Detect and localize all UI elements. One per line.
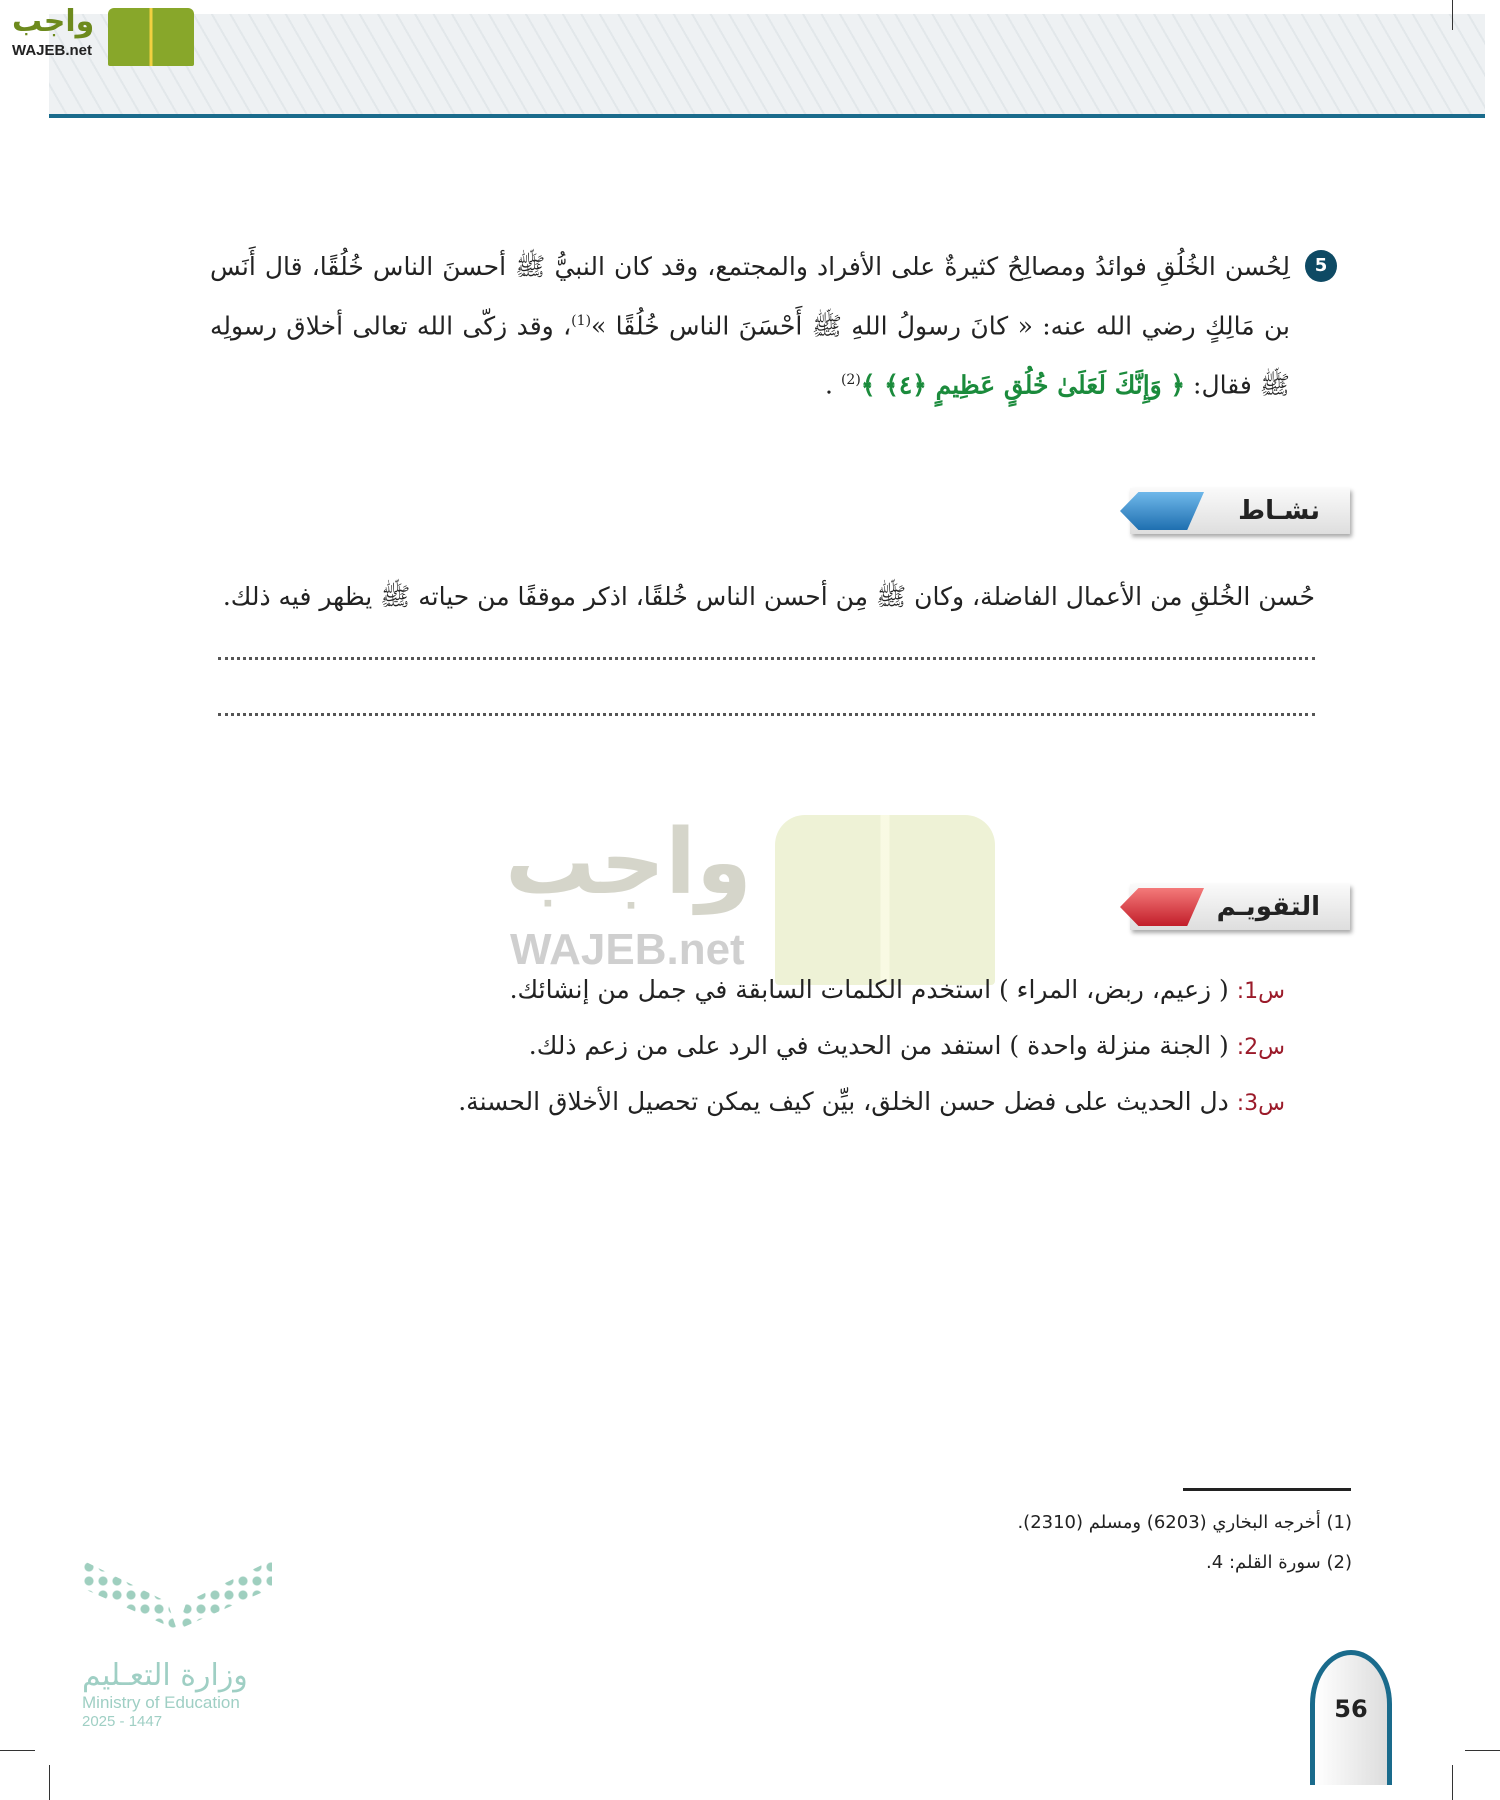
- wajeb-watermark: [505, 810, 1005, 990]
- ministry-of-education-logo: [82, 1560, 272, 1730]
- crop-mark: [0, 1750, 35, 1751]
- footnote-ref-1[interactable]: (1): [571, 313, 592, 329]
- logo-arabic: واجب: [12, 4, 95, 39]
- red-arrow-icon: [1120, 888, 1204, 926]
- activity-title: نشـاط: [1238, 496, 1320, 526]
- page-number-tab: [1310, 1650, 1392, 1785]
- page-number: 56: [1334, 1695, 1368, 1723]
- answer-line-1[interactable]: [218, 657, 1315, 660]
- evaluation-title: التقويـم: [1216, 892, 1320, 922]
- ministry-arabic: وزارة التعـليم: [82, 1658, 248, 1693]
- blue-arrow-icon: [1120, 492, 1204, 530]
- crop-mark: [1452, 1765, 1453, 1800]
- point-number-badge: 5: [1305, 250, 1337, 282]
- answer-line-2[interactable]: [218, 713, 1315, 716]
- ministry-english: Ministry of Education: [82, 1693, 240, 1712]
- book-icon: [108, 8, 194, 66]
- lesson-paragraph: [210, 240, 1290, 413]
- footnote-divider: [1183, 1488, 1351, 1491]
- question-2: [529, 1031, 1285, 1060]
- question-text: ( الجنة منزلة واحدة ) استفد من الحديث في الرد على من زعم ذلك.: [528, 1031, 1229, 1060]
- logo-english: WAJEB.net: [12, 42, 93, 59]
- footnote-ref-2[interactable]: (2): [840, 372, 861, 389]
- evaluation-section-tab: [1130, 884, 1350, 930]
- footnote-2: (2) سورة القلم: 4.: [1206, 1552, 1352, 1573]
- paragraph-text-2: ، وقد زكّى الله تعالى أخلاق رسولِه ﷺ فقال:: [210, 311, 1290, 400]
- crop-mark: [1452, 0, 1453, 30]
- question-text: دل الحديث على فضل حسن الخلق، بيِّن كيف يمكن تحصيل الأخلاق الحسنة.: [458, 1087, 1229, 1116]
- activity-section-tab: [1130, 488, 1350, 534]
- dots-emblem-icon: [82, 1560, 272, 1630]
- activity-prompt: حُسن الخُلقِ من الأعمال الفاضلة، وكان ﷺ مِن أحسن الناس خُلقًا، اذكر موقفًا من حياته ﷺ يظهر فيه ذلك.: [222, 582, 1315, 611]
- footnote-1: (1) أخرجه البخاري (6203) ومسلم (2310).: [1017, 1512, 1352, 1533]
- crop-mark: [49, 1765, 50, 1800]
- ministry-year: 2025 - 1447: [82, 1713, 163, 1730]
- paragraph-text: لِحُسن الخُلُقِ فوائدُ ومصالِحُ كثيرةٌ على الأفراد والمجتمع، وقد كان النبيُّ ﷺ أحسنَ الناس خُلُقًا، قال أَنَس بن مَالِكٍ رضي الله عنه: « كانَ رسولُ اللهِ ﷺ أَحْسَنَ الناس خُلُقًا »: [210, 252, 1290, 341]
- question-3: [458, 1087, 1285, 1116]
- watermark-book-icon: [775, 815, 995, 985]
- page-header-band: [49, 14, 1485, 118]
- question-label: س3:: [1236, 1091, 1285, 1116]
- wajeb-logo[interactable]: [8, 4, 193, 66]
- question-label: س2:: [1236, 1035, 1285, 1060]
- quran-verse: ﴿ وَإِنَّكَ لَعَلَىٰ خُلُقٍ عَظِيمٍ ﴿٤﴾ ﴾: [860, 370, 1186, 400]
- question-1: [510, 975, 1285, 1004]
- question-text: ( زعيم، ربض، المراء ) استخدم الكلمات السابقة في جمل من إنشائك.: [509, 975, 1229, 1004]
- watermark-arabic: واجب: [505, 810, 752, 915]
- question-label: س1:: [1236, 979, 1285, 1004]
- watermark-english: WAJEB.net: [510, 925, 745, 974]
- crop-mark: [1465, 1750, 1500, 1751]
- paragraph-end: .: [825, 370, 841, 400]
